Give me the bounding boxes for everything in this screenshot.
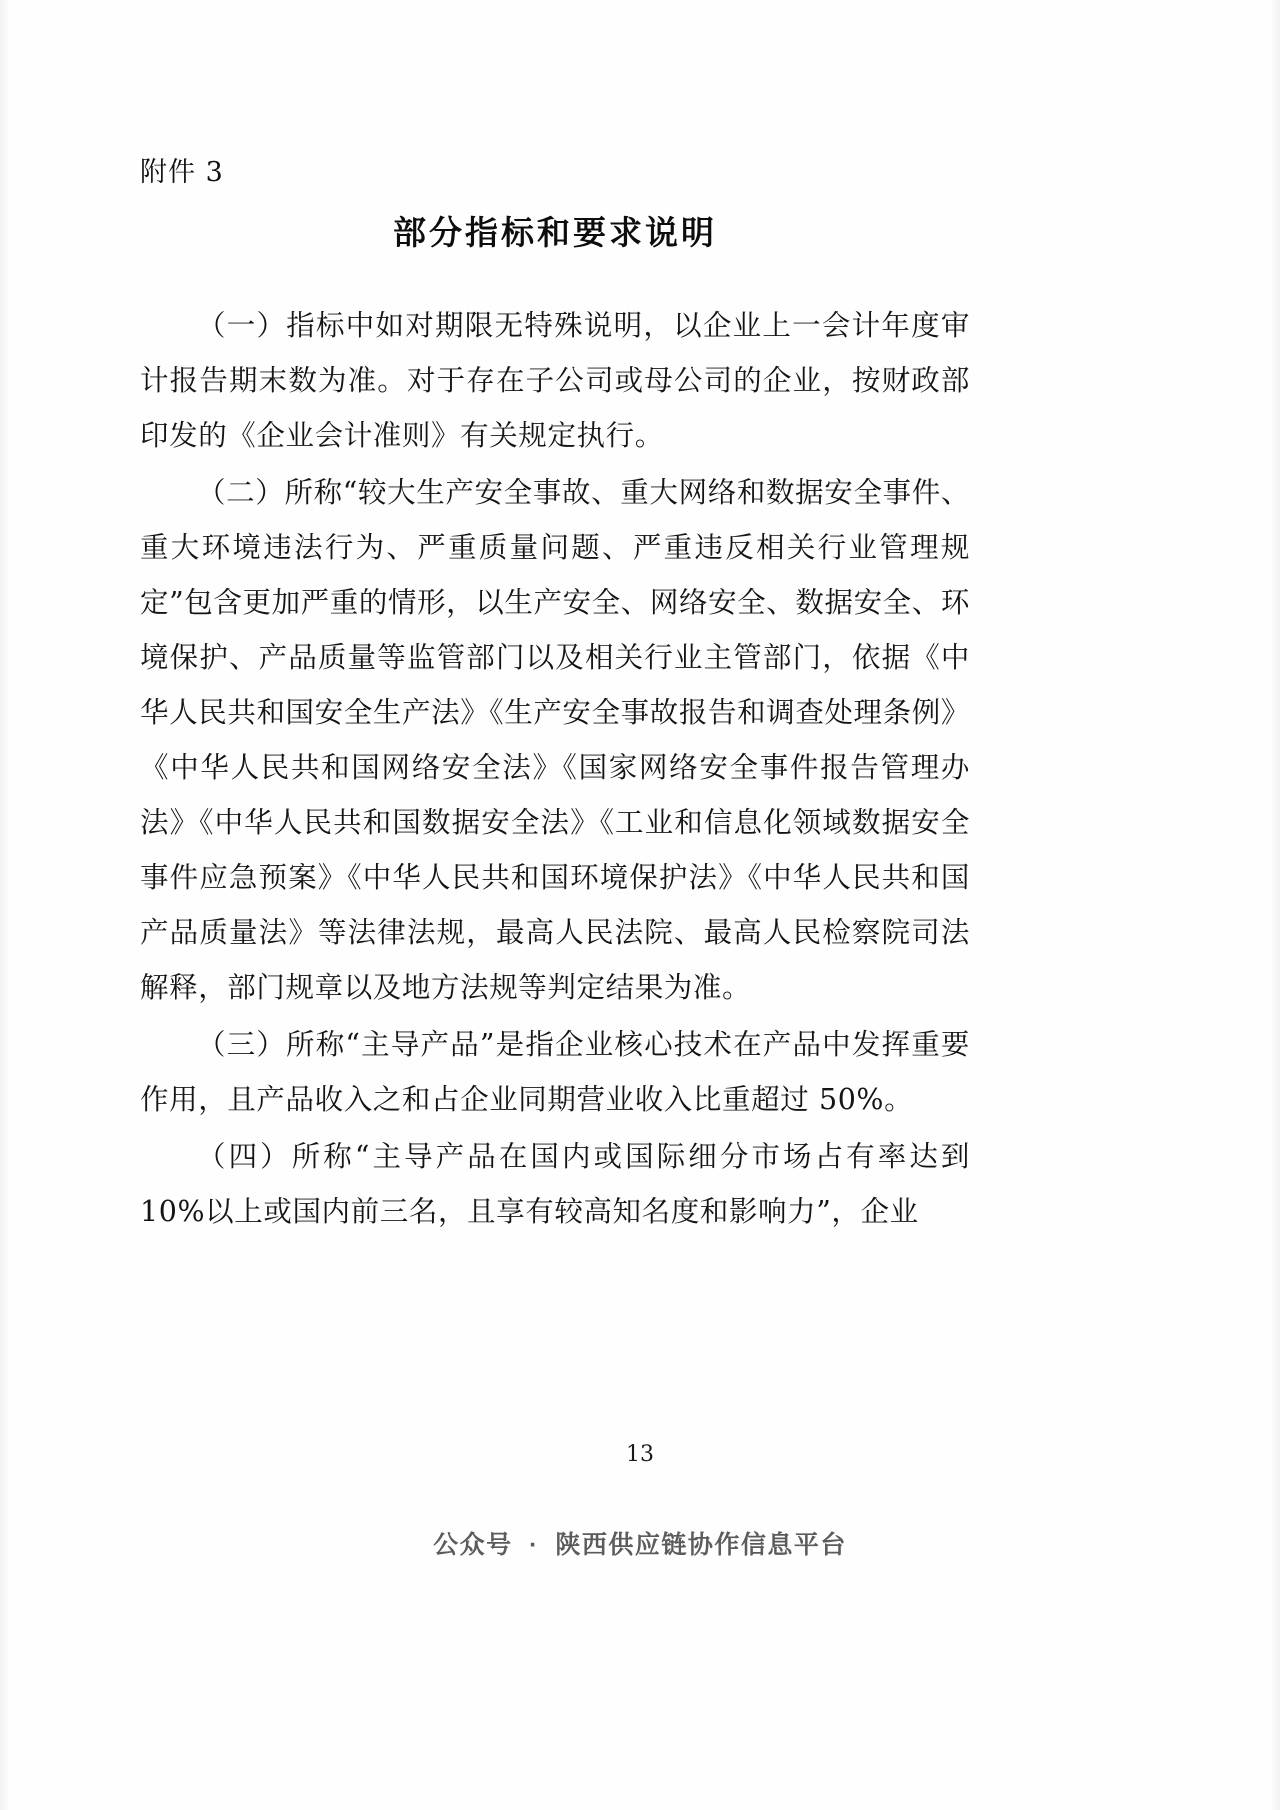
- paragraph-1: （一）指标中如对期限无特殊说明，以企业上一会计年度审计报告期末数为准。对于存在子公司或母公司的企业，按财政部印发的《企业会计准则》有关规定执行。: [140, 309, 970, 452]
- document-body: [140, 150, 970, 1241]
- watermark-separator: ·: [529, 1531, 539, 1559]
- watermark-prefix: 公众号: [433, 1531, 513, 1559]
- attachment-label: 附件 3: [140, 157, 224, 188]
- watermark-name: 陕西供应链协作信息平台: [555, 1531, 847, 1559]
- watermark: [0, 1525, 1280, 1561]
- paragraph-4: （四）所称“主导产品在国内或国际细分市场占有率达到 10%以上或国内前三名，且享有较高知名度和影响力”，企业: [140, 1140, 970, 1228]
- page-number: 13: [626, 1442, 654, 1467]
- page-title: 部分指标和要求说明: [393, 213, 717, 252]
- paragraph-3: （三）所称“主导产品”是指企业核心技术在产品中发挥重要作用，且产品收入之和占企业同期营业收入比重超过 50%。: [140, 1028, 970, 1116]
- paragraph-2: （二）所称“较大生产安全事故、重大网络和数据安全事件、重大环境违法行为、严重质量问题、严重违反相关行业管理规定”包含更加严重的情形，以生产安全、网络安全、数据安全、环境保护、产品质量等监管部门以及相关行业主管部门，依据《中华人民共和国安全生产法》《生产安全事故报告和调查处理条例》《中华人民共和国网络安全法》《国家网络安全事件报告管理办法》《中华人民共和国数据安全法》《工业和信息化领域数据安全事件应急预案》《中华人民共和国环境保护法》《中华人民共和国产品质量法》等法律法规，最高人民法院、最高人民检察院司法解释，部门规章以及地方法规等判定结果为准。: [140, 476, 970, 1004]
